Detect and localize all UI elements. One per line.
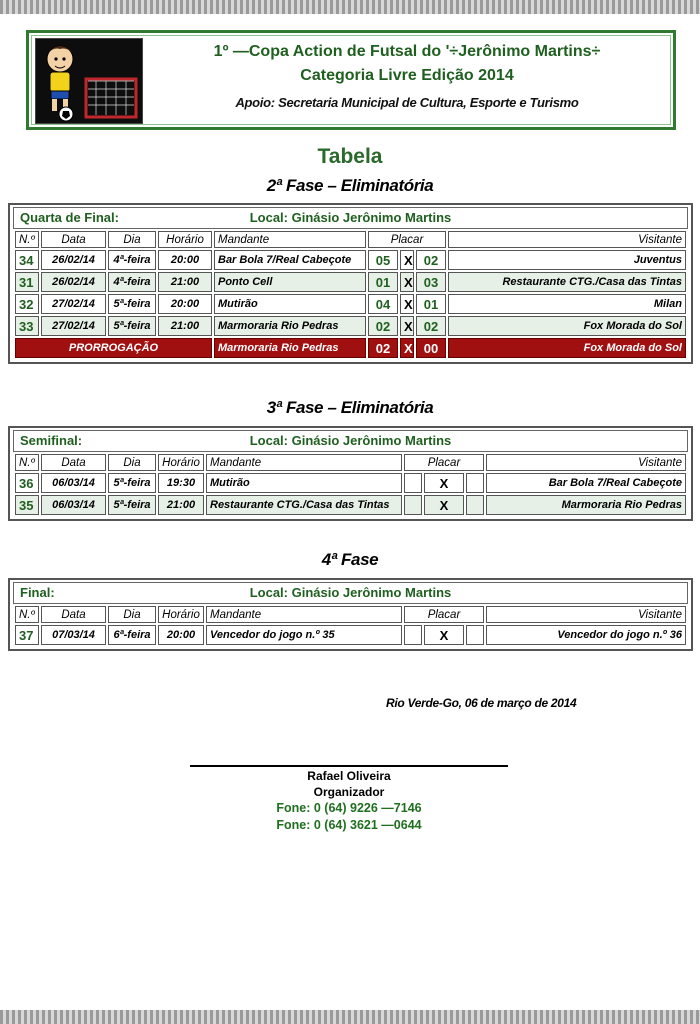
col-day: Dia <box>108 606 156 623</box>
col-away: Visitante <box>448 231 686 248</box>
game-day: 4ª-feira <box>108 272 156 292</box>
game-time: 21:00 <box>158 316 212 336</box>
col-date: Data <box>41 454 106 471</box>
home-score: 02 <box>368 338 398 358</box>
away-score <box>466 495 484 515</box>
away-team: Milan <box>448 294 686 314</box>
location-label: Local: Ginásio Jerônimo Martins <box>249 210 452 225</box>
versus-mark: X <box>424 473 464 493</box>
versus-mark: X <box>400 272 414 292</box>
game-day: 5ª-feira <box>108 316 156 336</box>
game-time: 20:00 <box>158 294 212 314</box>
bottom-border <box>0 1010 700 1024</box>
away-score <box>466 625 484 645</box>
home-team: Marmoraria Rio Pedras <box>214 316 366 336</box>
col-away: Visitante <box>486 454 686 471</box>
game-num: 33 <box>15 316 39 336</box>
table-row <box>15 250 686 270</box>
phase2-location-row <box>13 207 688 229</box>
home-team: Vencedor do jogo n.º 35 <box>206 625 402 645</box>
phase3-table <box>8 426 693 521</box>
table-row <box>15 294 686 314</box>
table-row <box>15 473 686 493</box>
home-score <box>404 473 422 493</box>
away-team: Bar Bola 7/Real Cabeçote <box>486 473 686 493</box>
col-home: Mandante <box>214 231 366 248</box>
col-date: Data <box>41 606 106 623</box>
versus-mark: X <box>400 250 414 270</box>
game-day: 6ª-feira <box>108 625 156 645</box>
phase4-location-row <box>13 582 688 604</box>
header-title: 1º —Copa Action de Futsal do '÷Jerônimo Martins÷ <box>213 43 601 60</box>
phase3-location-row <box>13 430 688 452</box>
col-num: N.º <box>15 606 39 623</box>
signature-line <box>190 765 508 767</box>
game-num: 34 <box>15 250 39 270</box>
away-score: 03 <box>416 272 446 292</box>
away-team: Vencedor do jogo n.º 36 <box>486 625 686 645</box>
organizer-role: Organizador <box>313 785 385 799</box>
game-num: 36 <box>15 473 39 493</box>
away-score <box>466 473 484 493</box>
home-team: Restaurante CTG./Casa das Tintas <box>206 495 402 515</box>
phone-1: Fone: 0 (64) 9226 —7146 <box>276 801 422 815</box>
col-day: Dia <box>108 454 156 471</box>
col-time: Horário <box>158 231 212 248</box>
stage-label: Quarta de Final: <box>20 210 119 225</box>
phase4-table <box>8 578 693 651</box>
home-team: Marmoraria Rio Pedras <box>214 338 366 358</box>
versus-mark: X <box>424 625 464 645</box>
location-label: Local: Ginásio Jerônimo Martins <box>249 585 452 600</box>
game-date: 06/03/14 <box>41 495 106 515</box>
phase2-games <box>13 229 688 360</box>
col-score: Placar <box>404 454 484 471</box>
game-day: 5ª-feira <box>108 473 156 493</box>
col-day: Dia <box>108 231 156 248</box>
game-time: 21:00 <box>158 272 212 292</box>
phase3-title: 3ª Fase – Eliminatória <box>266 398 434 417</box>
home-score <box>404 625 422 645</box>
phase2-title: 2ª Fase – Eliminatória <box>266 176 434 195</box>
col-away: Visitante <box>486 606 686 623</box>
phase3-games <box>13 452 688 517</box>
game-day: 5ª-feira <box>108 495 156 515</box>
game-date: 06/03/14 <box>41 473 106 493</box>
home-team: Mutirão <box>206 473 402 493</box>
organizer-name: Rafael Oliveira <box>307 769 391 783</box>
game-time: 19:30 <box>158 473 204 493</box>
location-label: Local: Ginásio Jerônimo Martins <box>249 433 452 448</box>
away-team: Fox Morada do Sol <box>448 338 686 358</box>
home-score <box>404 495 422 515</box>
col-home: Mandante <box>206 606 402 623</box>
stage-label: Final: <box>20 585 55 600</box>
stage-label: Semifinal: <box>20 433 83 448</box>
game-num: 35 <box>15 495 39 515</box>
game-time: 21:00 <box>158 495 204 515</box>
away-score: 02 <box>416 316 446 336</box>
phase2-table <box>8 203 693 364</box>
away-score: 01 <box>416 294 446 314</box>
col-time: Horário <box>158 606 204 623</box>
home-score: 01 <box>368 272 398 292</box>
versus-mark: X <box>400 338 414 358</box>
away-team: Restaurante CTG./Casa das Tintas <box>448 272 686 292</box>
game-num: 31 <box>15 272 39 292</box>
home-score: 02 <box>368 316 398 336</box>
header-banner <box>26 30 676 130</box>
game-date: 27/02/14 <box>41 294 106 314</box>
place-and-date: Rio Verde-Go, 06 de março de 2014 <box>386 696 577 710</box>
col-date: Data <box>41 231 106 248</box>
table-row <box>15 625 686 645</box>
col-num: N.º <box>15 454 39 471</box>
away-score: 00 <box>416 338 446 358</box>
phone-2: Fone: 0 (64) 3621 —0644 <box>276 818 422 832</box>
game-date: 27/02/14 <box>41 316 106 336</box>
home-team: Bar Bola 7/Real Cabeçote <box>214 250 366 270</box>
page-title: Tabela <box>317 145 383 168</box>
game-day: 4ª-feira <box>108 250 156 270</box>
col-score: Placar <box>368 231 446 248</box>
table-row <box>15 316 686 336</box>
header-subtitle: Categoria Livre Edição 2014 <box>300 67 514 84</box>
col-home: Mandante <box>206 454 402 471</box>
phase4-title: 4ª Fase <box>321 550 379 569</box>
versus-mark: X <box>424 495 464 515</box>
game-date: 26/02/14 <box>41 250 106 270</box>
col-time: Horário <box>158 454 204 471</box>
game-date: 07/03/14 <box>41 625 106 645</box>
col-num: N.º <box>15 231 39 248</box>
overtime-row <box>15 338 686 358</box>
home-score: 04 <box>368 294 398 314</box>
away-score: 02 <box>416 250 446 270</box>
away-team: Juventus <box>448 250 686 270</box>
game-time: 20:00 <box>158 625 204 645</box>
game-day: 5ª-feira <box>108 294 156 314</box>
home-team: Mutirão <box>214 294 366 314</box>
game-num: 32 <box>15 294 39 314</box>
col-score: Placar <box>404 606 484 623</box>
table-row <box>15 272 686 292</box>
game-num: 37 <box>15 625 39 645</box>
phase4-games <box>13 604 688 647</box>
table-row <box>15 495 686 515</box>
game-time: 20:00 <box>158 250 212 270</box>
mascot-logo <box>35 38 143 124</box>
versus-mark: X <box>400 294 414 314</box>
header-support: Apoio: Secretaria Municipal de Cultura, Esporte e Turismo <box>235 95 579 110</box>
game-date: 26/02/14 <box>41 272 106 292</box>
away-team: Marmoraria Rio Pedras <box>486 495 686 515</box>
overtime-label: PRORROGAÇÃO <box>15 338 212 358</box>
home-score: 05 <box>368 250 398 270</box>
top-border <box>0 0 700 14</box>
home-team: Ponto Cell <box>214 272 366 292</box>
away-team: Fox Morada do Sol <box>448 316 686 336</box>
versus-mark: X <box>400 316 414 336</box>
